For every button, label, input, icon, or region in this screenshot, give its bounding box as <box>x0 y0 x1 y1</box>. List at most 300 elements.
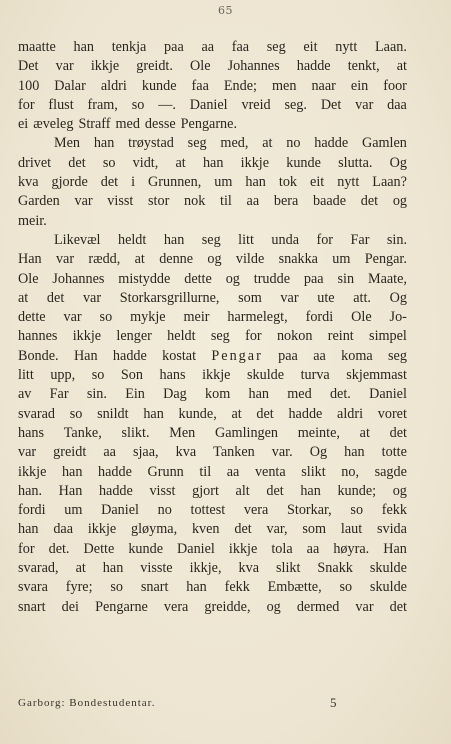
word: Gamlen <box>361 135 407 152</box>
word: Pengar. <box>364 251 407 268</box>
word: Daniel <box>101 502 139 519</box>
word: tenkt, <box>347 58 380 75</box>
word: Garden <box>18 193 60 210</box>
text-line <box>18 463 407 482</box>
signature-mark: 5 <box>330 695 337 710</box>
word: greidt. <box>136 58 173 75</box>
word: hadde <box>98 482 133 499</box>
word: upp, <box>50 367 76 384</box>
word: koma <box>341 347 373 364</box>
word: dermed <box>296 598 340 615</box>
word: var. <box>271 444 293 461</box>
word: vidt, <box>132 154 159 171</box>
word: lenger <box>116 328 152 345</box>
word: so <box>339 579 353 596</box>
word: kva <box>175 444 197 461</box>
text-line <box>18 327 407 346</box>
word: Dalar <box>54 77 86 94</box>
word: laut <box>340 521 363 538</box>
word: kunde <box>128 540 163 557</box>
word: faa <box>231 39 250 55</box>
word: snakka <box>278 251 318 268</box>
word: hadde <box>288 405 323 422</box>
word: litt <box>238 231 254 248</box>
word: fram, <box>87 96 118 113</box>
word: denne <box>159 251 194 268</box>
word: for <box>245 328 262 345</box>
word: kva <box>238 560 259 577</box>
word: han <box>73 39 94 55</box>
word: so <box>69 405 83 422</box>
word: seg <box>187 135 207 152</box>
text-line <box>18 347 407 366</box>
word: Han <box>73 347 98 364</box>
word: ikkje <box>240 154 270 171</box>
word: bera <box>273 193 299 210</box>
word: Likevæl <box>54 231 101 248</box>
word: um <box>64 502 83 519</box>
text-line <box>18 385 407 404</box>
word: snildt <box>97 405 129 422</box>
word: paa <box>303 270 324 287</box>
word: og <box>207 251 222 268</box>
word: Tanken <box>213 444 255 461</box>
word: Grunn <box>147 463 184 480</box>
word: at <box>134 251 145 268</box>
page-footer: Garborg: Bondestudentar. <box>18 697 156 709</box>
word: det. <box>329 386 351 403</box>
word: gjort <box>192 482 219 499</box>
word: var <box>55 58 74 75</box>
text-line <box>18 598 407 617</box>
word: greidde, <box>204 598 251 615</box>
word: Ole <box>190 58 211 75</box>
word: heldt <box>117 231 147 248</box>
word: vera <box>163 598 189 615</box>
word: at <box>262 135 273 152</box>
word: i <box>131 174 136 191</box>
word: nytt <box>335 39 358 55</box>
word: og <box>392 193 407 210</box>
word: ikkje <box>228 540 258 557</box>
word: Ein <box>125 386 145 403</box>
word: var <box>280 289 299 306</box>
word: ikkje, <box>189 560 222 577</box>
word: kunde <box>141 77 177 94</box>
word: Snakk <box>317 560 353 577</box>
word: Storkar, <box>286 502 332 519</box>
word: rædd, <box>88 251 121 268</box>
word: fekk <box>224 579 250 596</box>
word: skulde <box>369 579 407 596</box>
word: at <box>231 405 242 422</box>
text-line <box>18 501 407 520</box>
word: flust <box>48 96 74 113</box>
word: mykje <box>130 309 166 326</box>
word: heldt <box>167 328 196 345</box>
word: um <box>332 251 351 268</box>
word: slikt <box>275 560 301 577</box>
word: paa <box>278 347 298 364</box>
word: aa <box>246 193 260 210</box>
word: fekk <box>381 502 407 519</box>
word: seg <box>210 328 230 345</box>
word: aa <box>306 540 320 557</box>
word: hadde <box>296 58 331 75</box>
word: Og <box>389 154 407 171</box>
word: han <box>245 174 266 191</box>
word: Det <box>18 58 39 75</box>
word: det <box>389 598 407 615</box>
word: var <box>74 193 93 210</box>
word: visst <box>107 193 134 210</box>
word: dette <box>184 270 212 287</box>
word: han <box>93 135 115 152</box>
word: snart <box>18 598 46 615</box>
word: som <box>238 289 262 306</box>
word: ikkje <box>87 521 117 538</box>
word: visste <box>140 560 173 577</box>
word: Dette <box>83 540 115 557</box>
word: mistydde <box>118 270 171 287</box>
word: litt <box>18 367 34 384</box>
word: aa <box>313 347 326 364</box>
word: av <box>18 386 32 403</box>
word: Embætte, <box>267 579 322 596</box>
word: Laan. <box>375 39 407 55</box>
word: Tanke, <box>63 424 102 441</box>
word: Pengar <box>211 347 263 364</box>
word: var <box>355 96 374 113</box>
word: kunde, <box>178 405 217 422</box>
word: slutta. <box>338 154 373 171</box>
word: Dag <box>163 386 187 403</box>
word: nokon <box>276 328 313 345</box>
word: dei <box>61 598 79 615</box>
text-line <box>18 192 407 211</box>
word: at <box>359 424 370 441</box>
word: um <box>214 174 233 191</box>
word: 100 <box>18 77 40 94</box>
word: simpel <box>369 328 407 345</box>
word: ein <box>350 77 369 94</box>
word: att. <box>353 289 371 306</box>
word: eit <box>303 39 318 55</box>
word: aa <box>201 39 215 55</box>
word: ikkje <box>90 58 120 75</box>
text-line <box>18 270 407 289</box>
word: Og <box>309 444 328 461</box>
word: Son <box>120 367 143 384</box>
word: Johannes <box>52 270 105 287</box>
word: no <box>286 135 301 152</box>
word: hadde <box>314 135 349 152</box>
word: fyre; <box>65 579 93 596</box>
word: maatte <box>18 39 56 55</box>
word: men <box>272 77 297 94</box>
word: det <box>68 154 86 171</box>
word: Men <box>54 135 81 152</box>
word: tenkja <box>111 39 147 55</box>
word: sin. <box>386 231 407 248</box>
word: hadde <box>98 463 132 480</box>
word: naar <box>311 77 336 94</box>
word: Bonde. <box>18 347 59 364</box>
word: ikkje <box>202 367 231 384</box>
word: han <box>61 463 83 480</box>
word: vreid <box>241 96 271 113</box>
word: Maate, <box>367 270 407 287</box>
word: tottest <box>190 502 226 519</box>
text-line <box>18 559 407 578</box>
text-line <box>18 231 407 250</box>
word: svarad, <box>18 560 59 577</box>
word: voret <box>377 405 407 422</box>
word: det <box>389 424 407 441</box>
word: det <box>100 174 119 191</box>
word: Pengarne. <box>180 116 237 133</box>
word: svarad <box>18 405 56 422</box>
word: Ende; <box>223 77 257 94</box>
word: kven <box>191 521 220 538</box>
text-line <box>18 482 407 501</box>
word: han <box>202 154 224 171</box>
word: sjaa, <box>132 444 159 461</box>
word: desse <box>144 116 176 133</box>
word: slikt. <box>121 424 150 441</box>
word: ikkje <box>72 328 102 345</box>
word: og <box>392 482 407 499</box>
word: totte <box>381 444 407 461</box>
text-line <box>18 212 407 231</box>
word: seg. <box>284 96 307 113</box>
word: han <box>344 444 365 461</box>
word: det <box>46 289 65 306</box>
text-line <box>18 96 407 115</box>
word: med <box>287 386 312 403</box>
word: var, <box>266 521 288 538</box>
word: aldri <box>337 405 364 422</box>
word: foor <box>383 77 407 94</box>
word: reint <box>327 328 354 345</box>
text-line <box>18 443 407 462</box>
word: Daniel <box>189 96 228 113</box>
word: han <box>18 521 39 538</box>
word: so <box>350 502 364 519</box>
word: sagde <box>374 463 407 480</box>
word: kom <box>205 386 231 403</box>
word: Ole <box>351 309 372 326</box>
word: høyra. <box>333 540 370 557</box>
text-line <box>18 520 407 539</box>
word: for <box>316 231 334 248</box>
word: ikkje <box>18 463 47 480</box>
word: skulde <box>369 560 407 577</box>
word: ute <box>317 289 335 306</box>
word: venta <box>254 463 286 480</box>
word: at <box>18 289 29 306</box>
word: det. <box>48 540 70 557</box>
word: Og <box>389 289 407 306</box>
word: Han <box>383 540 407 557</box>
word: fordi <box>305 309 334 326</box>
word: Laan? <box>372 174 407 191</box>
word: drivet <box>18 154 52 171</box>
word: hans <box>159 367 186 384</box>
word: no <box>157 502 172 519</box>
text-line <box>18 424 407 443</box>
text-line <box>18 154 407 173</box>
word: Han <box>58 482 83 499</box>
word: so <box>99 309 113 326</box>
word: at <box>75 560 86 577</box>
word: svara <box>18 579 48 596</box>
word: stor <box>148 193 170 210</box>
word: alt <box>235 482 250 499</box>
word: til <box>199 463 212 480</box>
word: skulde <box>246 367 285 384</box>
word: kunde; <box>337 482 377 499</box>
word: seg <box>201 231 221 248</box>
word: svida <box>376 521 407 538</box>
word: det <box>266 482 284 499</box>
word: til <box>220 193 232 210</box>
word: harmelegt, <box>227 309 288 326</box>
word: aldri <box>100 77 127 94</box>
text-line <box>18 289 407 308</box>
word: hadde <box>112 347 147 364</box>
word: seg <box>266 39 286 55</box>
word: ei <box>18 116 29 133</box>
word: han <box>102 560 124 577</box>
word: Storkarsgrillurne, <box>119 289 220 306</box>
word: gjorde <box>51 174 88 191</box>
word: tola <box>271 540 293 557</box>
word: Men <box>169 424 196 441</box>
word: for <box>18 96 35 113</box>
word: Ole <box>18 270 39 287</box>
word: var <box>355 598 374 615</box>
word: aa <box>226 463 240 480</box>
word: Far <box>49 386 69 403</box>
text-line <box>18 308 407 327</box>
text-line <box>18 540 407 559</box>
word: meir <box>183 309 210 326</box>
word: vilde <box>235 251 265 268</box>
page-number: 65 <box>218 4 233 17</box>
text-line <box>18 366 407 385</box>
word: han. <box>18 482 43 499</box>
word: Far <box>350 231 370 248</box>
word: slikt <box>301 463 326 480</box>
word: hans <box>18 424 45 441</box>
word: Daniel <box>177 540 215 557</box>
word: det <box>360 193 379 210</box>
word: so <box>91 367 105 384</box>
word: Han <box>18 251 42 268</box>
word: dette <box>18 309 46 326</box>
text-line <box>18 57 407 76</box>
word: kva <box>18 174 39 191</box>
word: at <box>396 58 407 75</box>
word: var <box>55 251 75 268</box>
word: han <box>186 579 207 596</box>
word: so <box>102 154 116 171</box>
word: snart <box>140 579 169 596</box>
word: kostat <box>162 347 197 364</box>
word: unda <box>271 231 300 248</box>
word: greidt <box>53 444 87 461</box>
word: meinte, <box>297 424 340 441</box>
word: visst <box>149 482 176 499</box>
word: —. <box>158 96 176 113</box>
word: aa <box>103 444 116 461</box>
body-text <box>18 38 407 617</box>
text-line <box>18 77 407 96</box>
word: so <box>131 96 145 113</box>
text-line <box>18 578 407 597</box>
word: med, <box>220 135 249 152</box>
word: Straff <box>78 116 111 133</box>
word: og <box>266 598 281 615</box>
word: faa <box>191 77 209 94</box>
word: baade <box>312 193 347 210</box>
word: det <box>256 405 274 422</box>
word: kunde <box>286 154 321 171</box>
text-line <box>18 38 407 57</box>
word: han <box>143 405 164 422</box>
word: eit <box>310 174 325 191</box>
word: Jo- <box>389 309 407 326</box>
word: Grunnen, <box>148 174 202 191</box>
word: tok <box>278 174 298 191</box>
word: skjemmast <box>346 367 407 384</box>
text-line <box>18 134 407 153</box>
word: som <box>302 521 327 538</box>
word: seg <box>388 347 407 364</box>
text-line <box>18 173 407 192</box>
word: var <box>63 309 82 326</box>
text-line <box>18 250 407 269</box>
word: vera <box>243 502 269 519</box>
word: Det <box>320 96 342 113</box>
word: hannes <box>18 328 58 345</box>
word: at <box>175 154 186 171</box>
text-line <box>18 115 407 134</box>
word: for <box>18 540 35 557</box>
word: sin. <box>86 386 107 403</box>
word: daa <box>387 96 407 113</box>
word: var <box>18 444 37 461</box>
word: trøystad <box>128 135 174 152</box>
word: no, <box>341 463 360 480</box>
word: nok <box>184 193 206 210</box>
word: Johannes <box>227 58 280 75</box>
word: han <box>300 482 321 499</box>
word: nytt <box>337 174 360 191</box>
word: Daniel <box>369 386 407 403</box>
word: sin <box>337 270 355 287</box>
word: han <box>248 386 270 403</box>
word: med <box>115 116 140 133</box>
word: Pengarne <box>95 598 148 615</box>
word: det <box>234 521 252 538</box>
text-line <box>18 405 407 424</box>
word: meir. <box>18 212 47 229</box>
word: turva <box>300 367 330 384</box>
word: Gamlingen <box>214 424 279 441</box>
word: fordi <box>18 502 46 519</box>
